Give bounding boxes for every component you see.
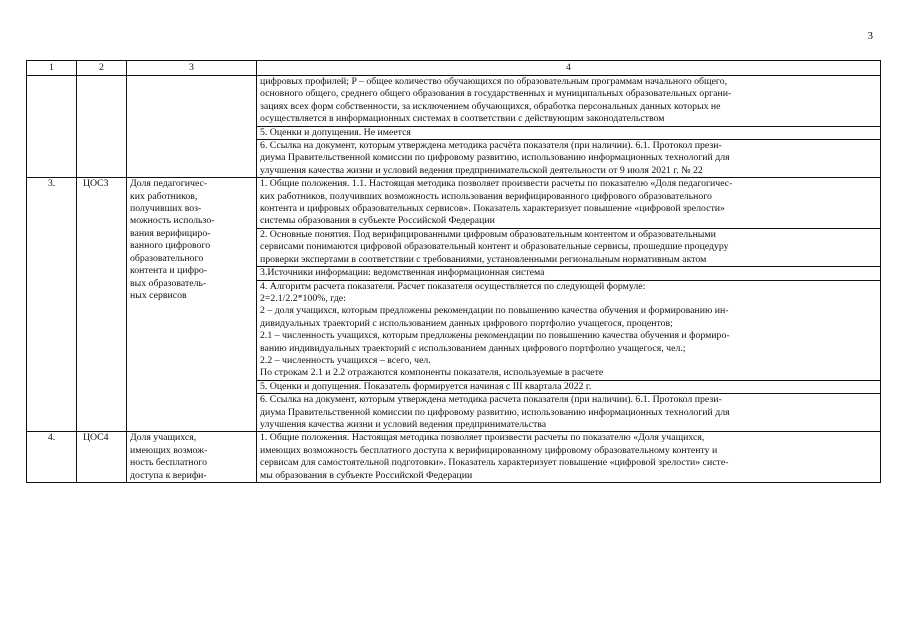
row-number: 3.	[27, 178, 77, 432]
methodology-section	[257, 394, 881, 432]
methodology-line: сервисами понимаются цифровой образовательный контент и образовательные сервисы, прошедшие процедуру	[260, 241, 729, 253]
table-header-row	[27, 61, 881, 76]
methodology-section	[257, 267, 881, 280]
methodology-line: 1. Общие положения. Настоящая методика позволяет произвести расчеты по показателю «Доля учащихся,	[260, 432, 705, 444]
methodology-line: имеющих возможность бесплатного доступа к верифицированному цифровому образовательному контенту и	[260, 444, 718, 456]
methodology-line: сервисам для самостоятельной подготовки». Показатель характеризует повышение «цифровой зрелости» систе-	[260, 457, 729, 469]
indicator-name	[127, 178, 257, 432]
methodology-line: проверки экспертами в соответствии с требованиями, установленными региональным нормативным актом	[260, 253, 707, 265]
indicator-name	[127, 76, 257, 178]
page-number: 3	[867, 30, 873, 42]
methodology-section	[257, 126, 881, 139]
indicator-name-line: доступа к верифи-	[130, 469, 207, 481]
methodology-line: диума Правительственной комиссии по цифровому развитию, использованию информационных технологий для	[260, 406, 730, 418]
methodology-line: 2.2 – численность учащихся – всего, чел.	[260, 354, 431, 366]
table-row	[27, 432, 881, 483]
indicator-name-line: ных сервисов	[130, 289, 187, 301]
indicator-name-line: Доля учащихся,	[130, 432, 197, 444]
row-number: 4.	[27, 432, 77, 483]
methodology-line: цифровых профилей; P – общее количество обучающихся по образовательным программам начального общего,	[260, 76, 728, 87]
methodology-table	[26, 60, 881, 483]
methodology-line: контента и цифровых образовательных сервисов». Показатель характеризует повышение «цифровой зрелости»	[260, 203, 725, 215]
table-row	[27, 76, 881, 127]
methodology-line: системы образования в субъекте Российской Федерации	[260, 215, 495, 227]
indicator-name-line: контента и цифро-	[130, 265, 208, 277]
methodology-line: зациях всех форм собственности, за исключением обучающихся, обработка персональных данных которых не	[260, 100, 721, 112]
header-col-1: 1	[27, 61, 77, 76]
methodology-line: улучшения качества жизни и условий ведения предпринимательской деятельности от 9 июля 2021 г. № 22	[260, 164, 703, 176]
methodology-line: 6. Ссылка на документ, которым утверждена методика расчета показателя (при наличии). 6.1. Протокол прези-	[260, 394, 722, 406]
indicator-name-line: получивших воз-	[130, 203, 202, 215]
methodology-section	[257, 380, 881, 393]
indicator-name-line: образовательного	[130, 252, 204, 264]
header-col-4: 4	[257, 61, 881, 76]
indicator-name-line: вания верифициро-	[130, 227, 211, 239]
methodology-section	[257, 76, 881, 127]
indicator-name-line: можность использо-	[130, 215, 215, 227]
table-row	[27, 178, 881, 229]
methodology-line: 2.1 – численность учащихся, которым предложены рекомендации по повышению качества обучения и формиро-	[260, 330, 730, 342]
methodology-line: 1. Общие положения. 1.1. Настоящая методика позволяет произвести расчеты по показателю «Доля педагогичес-	[260, 178, 733, 190]
methodology-section	[257, 280, 881, 380]
methodology-section	[257, 178, 881, 229]
methodology-section	[257, 228, 881, 266]
indicator-name	[127, 432, 257, 483]
methodology-line: диума Правительственной комиссии по цифровому развитию, использованию информационных технологий для	[260, 152, 730, 164]
methodology-line: 3.Источники информации: ведомственная информационная система	[260, 267, 545, 279]
methodology-line: осуществляется в информационных системах в соответствии с действующим законодательством	[260, 113, 665, 125]
methodology-line: ких работников, получивших возможность использования верифицированного цифрового образовательного	[260, 190, 712, 202]
methodology-section	[257, 140, 881, 178]
methodology-line: 5. Оценки и допущения. Показатель формируется начиная с III квартала 2022 г.	[260, 380, 592, 392]
indicator-name-line: ность бесплатного	[130, 457, 208, 469]
indicator-code: ЦОС3	[77, 178, 127, 432]
methodology-line: мы образования в субъекте Российской Федерации	[260, 469, 473, 481]
methodology-line: улучшения качества жизни и условий ведения предпринимательства	[260, 418, 547, 430]
methodology-line: По строкам 2.1 и 2.2 отражаются компоненты показателя, используемые в расчете	[260, 367, 604, 379]
methodology-line: 2. Основные понятия. Под верифицированными цифровым образовательным контентом и образовательными	[260, 228, 716, 240]
header-col-2: 2	[77, 61, 127, 76]
methodology-line: ванию индивидуальных траекторий с использованием данных цифрового портфолио учащегося, чел.;	[260, 342, 686, 354]
methodology-line: 4. Алгоритм расчета показателя. Расчет показателя осуществляется по следующей формуле:	[260, 280, 646, 292]
indicator-name-line: имеющих возмож-	[130, 444, 208, 456]
indicator-name-line: ванного цифрового	[130, 240, 211, 252]
methodology-line: дивидуальных траекторий с использованием данных цифрового портфолио учащегося, процентов;	[260, 317, 673, 329]
methodology-line: основного общего, среднего общего образования в государственных и муниципальных образовательных органи-	[260, 88, 732, 100]
indicator-name-line: Доля педагогичес-	[130, 178, 208, 190]
methodology-line: 2=2.1/2.2*100%, где:	[260, 292, 346, 304]
indicator-code	[77, 76, 127, 178]
indicator-name-line: вых образователь-	[130, 277, 207, 289]
indicator-code: ЦОС4	[77, 432, 127, 483]
methodology-line: 5. Оценки и допущения. Не имеется	[260, 126, 411, 138]
header-col-3: 3	[127, 61, 257, 76]
methodology-line: 6. Ссылка на документ, которым утверждена методика расчёта показателя (при наличии). 6.1. Протокол прези-	[260, 140, 722, 152]
methodology-section	[257, 432, 881, 483]
row-number	[27, 76, 77, 178]
methodology-line: 2 – доля учащихся, которым предложены рекомендации по повышению качества обучения и формированию ин-	[260, 305, 729, 317]
indicator-name-line: ких работников,	[130, 190, 198, 202]
